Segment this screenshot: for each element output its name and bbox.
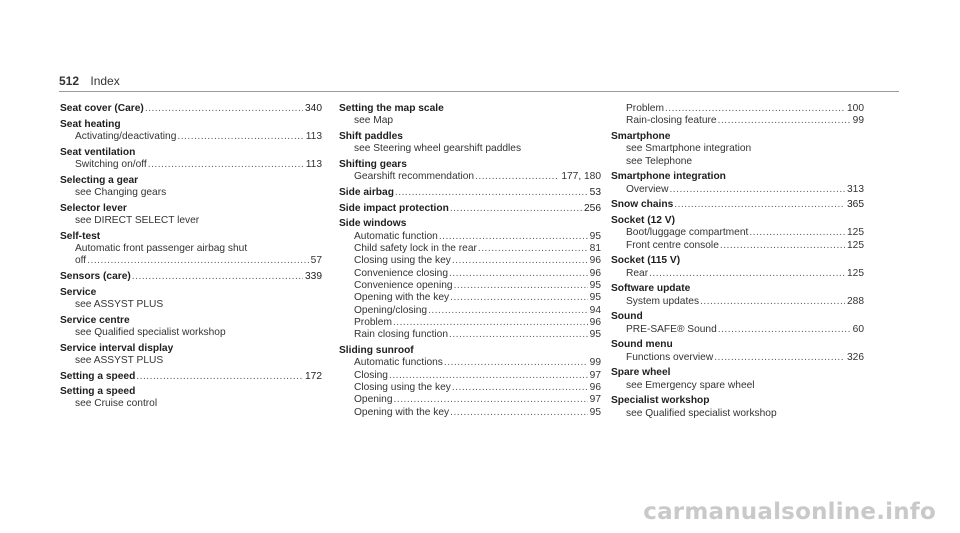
page-reference[interactable]: 96 — [589, 382, 601, 393]
index-term[interactable] — [60, 271, 322, 283]
page-reference[interactable]: 95 — [589, 329, 601, 341]
index-subentry[interactable] — [339, 115, 601, 127]
index-entry — [60, 147, 322, 172]
index-subentry-label: Opening/closing — [354, 304, 428, 316]
index-subentry-label: PRE-SAFE® Sound — [626, 323, 717, 335]
page-reference[interactable]: 113 — [305, 158, 322, 170]
index-entry — [611, 215, 864, 252]
index-entry — [60, 315, 322, 340]
index-subentry-label: Activating/deactivating — [75, 130, 177, 142]
page-reference[interactable]: 172 — [305, 370, 322, 382]
index-subentry-label: see Qualified specialist workshop — [626, 407, 777, 419]
header-divider — [59, 91, 899, 92]
index-subentry[interactable] — [611, 408, 864, 420]
page-reference[interactable]: 97 — [589, 394, 601, 406]
index-entry — [611, 255, 864, 280]
leader-dots — [452, 382, 588, 394]
leader-dots — [449, 268, 588, 280]
page-reference[interactable]: 96 — [589, 316, 601, 328]
leader-dots — [718, 115, 851, 127]
index-term[interactable] — [339, 218, 601, 230]
index-subentry-label: Front centre console — [626, 239, 719, 251]
index-entry — [339, 131, 601, 156]
index-subentry[interactable] — [339, 357, 601, 369]
index-subentry[interactable] — [60, 355, 322, 367]
index-term[interactable] — [611, 255, 864, 267]
index-subentry-label: Automatic functions — [354, 357, 443, 369]
index-subentry-label: off — [75, 255, 87, 267]
index-term-label: Socket (115 V) — [611, 255, 681, 267]
index-entry — [339, 203, 601, 215]
index-term-label: Selector lever — [60, 202, 127, 214]
index-term[interactable] — [60, 147, 322, 159]
page-reference[interactable]: 125 — [847, 227, 864, 239]
index-entry — [611, 339, 864, 364]
index-subentry[interactable] — [339, 394, 601, 406]
index-subentry[interactable] — [60, 187, 322, 199]
index-subentry[interactable] — [339, 268, 601, 280]
leader-dots — [87, 255, 309, 267]
index-term-label: Selecting a gear — [60, 174, 139, 186]
index-term-label: Sound menu — [611, 339, 673, 351]
leader-dots — [454, 280, 588, 292]
page-reference[interactable]: 95 — [589, 406, 601, 418]
index-entry — [611, 199, 864, 211]
leader-dots — [428, 305, 588, 317]
index-subentry[interactable] — [339, 305, 601, 317]
index-subentry[interactable] — [60, 255, 322, 267]
index-entry — [611, 311, 864, 336]
leader-dots — [393, 317, 588, 329]
index-subentry[interactable] — [339, 317, 601, 329]
page-reference[interactable]: 339 — [305, 270, 322, 282]
index-subentry-label: see Qualified specialist workshop — [75, 326, 226, 338]
index-subentry[interactable] — [339, 255, 601, 267]
index-subentry[interactable] — [339, 329, 601, 341]
index-column-3 — [611, 103, 864, 423]
index-term-label: Sliding sunroof — [339, 344, 414, 356]
leader-dots — [475, 171, 559, 183]
index-subentry-label: Problem — [626, 103, 664, 114]
index-term-label: Shifting gears — [339, 158, 407, 170]
index-entry — [60, 343, 322, 368]
page-reference[interactable]: 288 — [847, 295, 864, 307]
index-term-label: Shift paddles — [339, 130, 403, 142]
index-subentry[interactable] — [60, 398, 322, 410]
index-subentry-label: Closing — [354, 369, 388, 381]
index-subentry-label: Automatic function — [354, 230, 438, 242]
index-subentry[interactable] — [611, 380, 864, 392]
leader-dots — [145, 103, 303, 115]
index-subentry-label: Child safety lock in the rear — [354, 242, 477, 254]
index-subentry[interactable] — [339, 407, 601, 419]
watermark: carmanualsonline.info — [643, 499, 936, 525]
index-term[interactable] — [611, 339, 864, 351]
index-term-label: Snow chains — [611, 199, 674, 211]
leader-dots — [700, 296, 845, 308]
index-term[interactable] — [60, 175, 322, 187]
index-entry — [60, 371, 322, 383]
index-subentry-label: Overview — [626, 183, 669, 195]
index-subentry-label: Switching on/off — [75, 158, 147, 170]
index-term[interactable] — [60, 343, 322, 355]
index-entry — [60, 103, 322, 115]
index-term[interactable] — [60, 103, 322, 115]
leader-dots — [718, 324, 851, 336]
index-subentry[interactable] — [339, 280, 601, 292]
page-reference[interactable]: 97 — [589, 369, 601, 381]
leader-dots — [444, 357, 588, 369]
index-subentry-label: Closing using the key — [354, 382, 451, 393]
leader-dots — [439, 231, 588, 243]
page-reference[interactable]: 313 — [847, 183, 864, 195]
index-subentry-label: Rain-closing feature — [626, 115, 717, 127]
index-term-label: Seat cover (Care) — [60, 103, 144, 114]
leader-dots — [148, 159, 304, 171]
index-subentry-label: see ASSYST PLUS — [75, 354, 164, 366]
page-reference[interactable]: 95 — [589, 230, 601, 242]
index-subentry[interactable] — [339, 292, 601, 304]
index-subentry-label: Automatic front passenger airbag shut — [75, 242, 248, 254]
index-term[interactable] — [339, 345, 601, 357]
index-entry — [339, 187, 601, 199]
index-subentry-label: Opening with the key — [354, 292, 450, 304]
index-term[interactable] — [611, 283, 864, 295]
index-term[interactable] — [339, 159, 601, 171]
index-term[interactable] — [611, 311, 864, 323]
index-term[interactable] — [60, 287, 322, 299]
index-subentry-label: see Emergency spare wheel — [626, 379, 755, 391]
index-entry — [60, 175, 322, 200]
index-term-label: Seat heating — [60, 118, 121, 130]
index-subentry[interactable] — [339, 171, 601, 183]
index-subentry-label: see Smartphone integration — [626, 143, 752, 155]
index-subentry-label: Opening — [354, 394, 393, 406]
index-term-label: Service centre — [60, 314, 130, 326]
leader-dots — [136, 371, 303, 383]
page-reference[interactable]: 177, 180 — [561, 171, 601, 183]
index-term-label: Service — [60, 286, 97, 298]
index-subentry-label: Convenience closing — [354, 267, 449, 279]
index-subentry-label: Opening with the key — [354, 406, 450, 418]
index-term-label: Setting a speed — [60, 386, 136, 398]
index-entry — [611, 367, 864, 392]
index-term-label: Setting a speed — [60, 370, 136, 382]
page-reference[interactable]: 326 — [847, 351, 864, 363]
page-reference[interactable]: 125 — [847, 239, 864, 251]
index-subentry-label: Rear — [626, 267, 649, 279]
index-term[interactable] — [60, 119, 322, 131]
index-term-label: Software update — [611, 283, 691, 295]
index-entry — [611, 131, 864, 168]
page-reference[interactable]: 340 — [305, 103, 322, 114]
page-number: 512 — [59, 74, 80, 88]
index-subentry-label: Closing using the key — [354, 255, 451, 267]
index-term[interactable] — [60, 315, 322, 327]
leader-dots — [450, 292, 588, 304]
leader-dots — [452, 255, 588, 267]
index-subentry[interactable] — [339, 231, 601, 243]
page-reference[interactable]: 125 — [847, 267, 864, 279]
index-entry — [60, 386, 322, 411]
leader-dots — [450, 407, 588, 419]
index-subentry[interactable] — [611, 227, 864, 239]
index-term[interactable] — [60, 203, 322, 215]
index-entry — [339, 345, 601, 419]
index-subentry-label: System updates — [626, 295, 700, 307]
leader-dots — [450, 203, 582, 215]
index-term-label: Side windows — [339, 218, 407, 230]
page-reference[interactable]: 96 — [589, 267, 601, 279]
index-term[interactable] — [611, 215, 864, 227]
index-entry — [60, 203, 322, 228]
page-reference[interactable]: 60 — [852, 323, 864, 335]
index-subentry[interactable] — [611, 324, 864, 336]
index-term-label: Smartphone integration — [611, 171, 726, 183]
page-reference[interactable]: 95 — [589, 292, 601, 304]
index-column-1 — [60, 103, 322, 414]
index-term[interactable] — [611, 171, 864, 183]
leader-dots — [389, 370, 588, 382]
index-term[interactable] — [60, 231, 322, 243]
index-subentry[interactable] — [611, 352, 864, 364]
index-subentry-label: Rain closing function — [354, 329, 449, 341]
page-reference[interactable]: 95 — [589, 279, 601, 291]
index-entry — [339, 159, 601, 184]
index-term[interactable] — [60, 371, 322, 383]
leader-dots — [449, 329, 588, 341]
index-subentry[interactable] — [611, 296, 864, 308]
leader-dots — [394, 394, 588, 406]
index-subentry-label: see ASSYST PLUS — [75, 298, 164, 310]
page-reference[interactable]: 96 — [589, 255, 601, 267]
index-subentry-label: see Telephone — [626, 155, 693, 167]
index-subentry[interactable] — [611, 103, 864, 115]
index-term-label: Setting the map scale — [339, 103, 444, 114]
index-subentry[interactable] — [60, 299, 322, 311]
index-term[interactable] — [611, 199, 864, 211]
index-entry — [60, 287, 322, 312]
index-subentry-label: see DIRECT SELECT lever — [75, 214, 200, 226]
index-term-label: Side impact protection — [339, 202, 449, 214]
leader-dots — [132, 271, 303, 283]
index-subentry-label: see Changing gears — [75, 186, 167, 198]
index-term[interactable] — [339, 131, 601, 143]
index-subentry-label: see Cruise control — [75, 398, 158, 410]
index-entry — [611, 171, 864, 196]
leader-dots — [177, 131, 303, 143]
index-subentry[interactable] — [611, 240, 864, 252]
index-entry — [60, 231, 322, 268]
index-term-label: Side airbag — [339, 186, 394, 198]
index-term-label: Sensors (care) — [60, 270, 131, 282]
index-subentry-label: see Map — [354, 115, 394, 127]
index-term-label: Smartphone — [611, 130, 671, 142]
index-term-label: Service interval display — [60, 342, 174, 354]
leader-dots — [674, 199, 845, 211]
index-term-label: Spare wheel — [611, 367, 671, 379]
index-entry — [611, 103, 864, 128]
index-subentry[interactable] — [339, 382, 601, 394]
index-subentry-label: see Steering wheel gearshift paddles — [354, 143, 522, 155]
index-subentry[interactable] — [339, 243, 601, 255]
index-term[interactable] — [339, 187, 601, 199]
index-subentry[interactable] — [611, 184, 864, 196]
page-reference[interactable]: 113 — [305, 130, 322, 142]
page-reference[interactable]: 57 — [310, 255, 322, 267]
page-reference[interactable]: 365 — [847, 199, 864, 211]
page-reference[interactable]: 99 — [852, 115, 864, 127]
index-subentry-label: Boot/luggage compartment — [626, 227, 749, 239]
index-term-label: Seat ventilation — [60, 146, 136, 158]
index-entry — [339, 218, 601, 341]
index-subentry[interactable] — [60, 243, 322, 255]
leader-dots — [649, 268, 845, 280]
index-entry — [339, 103, 601, 128]
page-reference[interactable]: 99 — [589, 357, 601, 369]
index-subentry[interactable] — [60, 131, 322, 143]
index-subentry-label: Convenience opening — [354, 279, 453, 291]
index-subentry[interactable] — [60, 215, 322, 227]
index-term-label: Self-test — [60, 230, 101, 242]
leader-dots — [669, 184, 845, 196]
index-term-label: Specialist workshop — [611, 395, 710, 407]
page-reference[interactable]: 53 — [589, 186, 601, 198]
index-term[interactable] — [339, 203, 601, 215]
index-subentry-label: Gearshift recommendation — [354, 171, 475, 183]
index-term[interactable] — [339, 103, 601, 115]
index-term-label: Socket (12 V) — [611, 214, 675, 226]
index-entry — [611, 283, 864, 308]
index-subentry-label: Functions overview — [626, 351, 714, 363]
index-entry — [611, 395, 864, 420]
page-reference[interactable]: 256 — [584, 202, 601, 214]
index-subentry[interactable] — [339, 143, 601, 155]
index-subentry[interactable] — [611, 268, 864, 280]
index-subentry[interactable] — [60, 159, 322, 171]
index-subentry[interactable] — [339, 370, 601, 382]
index-term[interactable] — [611, 395, 864, 407]
page-reference[interactable]: 100 — [847, 103, 864, 114]
index-subentry[interactable] — [611, 115, 864, 127]
index-subentry[interactable] — [60, 327, 322, 339]
leader-dots — [478, 243, 588, 255]
index-term[interactable] — [60, 386, 322, 398]
leader-dots — [720, 240, 845, 252]
index-term-label: Sound — [611, 311, 643, 323]
section-title: Index — [90, 74, 120, 88]
index-column-2 — [339, 103, 601, 422]
page-reference[interactable]: 81 — [589, 242, 601, 254]
index-entry — [60, 119, 322, 144]
leader-dots — [714, 352, 845, 364]
leader-dots — [665, 103, 845, 115]
index-subentry-label: Problem — [354, 316, 392, 328]
page-reference[interactable]: 94 — [589, 304, 601, 316]
index-subentry[interactable] — [611, 156, 864, 168]
leader-dots — [395, 187, 588, 199]
index-subentry[interactable] — [611, 143, 864, 155]
page-header — [59, 74, 120, 88]
leader-dots — [749, 227, 845, 239]
index-term[interactable] — [611, 131, 864, 143]
index-term[interactable] — [611, 367, 864, 379]
index-entry — [60, 271, 322, 283]
